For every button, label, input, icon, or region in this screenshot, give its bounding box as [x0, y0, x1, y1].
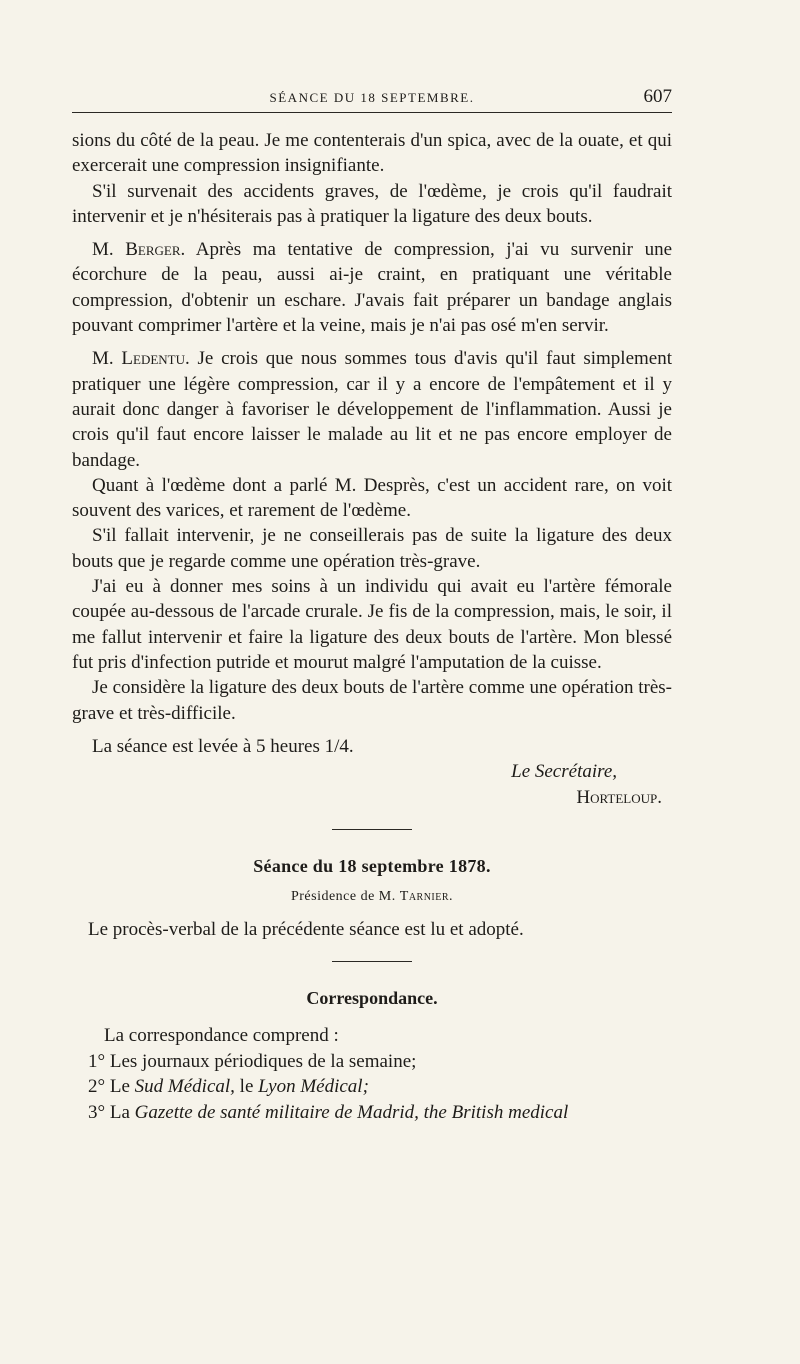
paragraph: S'il survenait des accidents graves, de l'œdème, je crois qu'il faudrait intervenir et je n'hésiterais pas à pratiquer la ligature des deux bouts. — [72, 180, 672, 227]
paragraph-text: Je crois que nous sommes tous d'avis qu'il faut simplement pratiquer une légère compression, car il y a encore de l'empâtement et il y aurait donc danger à favoriser le développement de l'inflammation. Aussi je crois qu'il faut encore laisser le malade au lit et ne pas encore employer de bandage. — [72, 348, 672, 471]
speaker-prefix: M. — [92, 239, 126, 261]
list-item — [72, 1049, 672, 1075]
journal-title: Sud Médical, — [134, 1076, 235, 1098]
presidency-prefix: Présidence de M. — [290, 889, 400, 905]
speaker-berger: Berger. — [125, 239, 186, 261]
list-item — [72, 1074, 672, 1100]
item-text: le — [234, 1076, 259, 1098]
correspondence-intro: La correspondance comprend : — [104, 1025, 339, 1047]
divider — [332, 961, 412, 962]
page-number: 607 — [643, 86, 672, 107]
paragraph: Quant à l'œdème dont a parlé M. Desprès, c'est un accident rare, on voit souvent des varices, et rarement de l'œdème. — [72, 474, 672, 522]
divider — [332, 829, 412, 830]
item-number: 2° — [88, 1076, 110, 1098]
session-title: Séance du 18 septembre 1878. — [253, 856, 491, 877]
journal-title: Lyon Médical; — [258, 1076, 369, 1098]
item-text: Le — [109, 1076, 135, 1098]
item-text: Les journaux périodiques de la semaine; — [109, 1050, 417, 1072]
speaker-ledentu: Ledentu. — [121, 348, 190, 370]
item-number: 3° — [88, 1101, 110, 1123]
speaker-prefix: M. — [92, 348, 122, 370]
paragraph-berger — [72, 237, 672, 338]
correspondence-title: Correspondance. — [306, 988, 438, 1009]
paragraph: S'il fallait intervenir, je ne conseillerais pas de suite la ligature des deux bouts que je regarde comme une opération très-grave. — [72, 525, 672, 572]
paragraph: sions du côté de la peau. Je me contenterais d'un spica, avec de la ouate, et qui exercerait une compression insignifiante. — [72, 130, 672, 177]
paragraph-ledentu — [72, 346, 672, 472]
journal-title: the British medical — [423, 1101, 569, 1123]
paragraph: Je considère la ligature des deux bouts de l'artère comme une opération très-grave et très-difficile. — [72, 677, 672, 724]
presidency — [72, 889, 672, 905]
signature-name: Horteloup. — [576, 787, 662, 809]
paragraph-text: Après ma tentative de compression, j'ai vu survenir une écorchure de la peau, aussi ai-je craint, en pratiquant une véritable compression, d'obtenir un eschare. J'avais fait préparer un bandage anglais pouvant comprimer l'artère et la veine, mais je n'ai pas osé m'en servir. — [72, 239, 672, 337]
paragraph: J'ai eu à donner mes soins à un individu qui avait eu l'artère fémorale coupée au-dessous de l'arcade crurale. Je fis de la compression, mais, le soir, il me fallut intervenir et faire la ligature des deux bouts de l'artère. Mon blessé fut pris d'infection putride et mourut malgré l'amputation de la cuisse. — [72, 576, 672, 673]
list-item — [72, 1100, 672, 1126]
running-head — [72, 84, 672, 113]
closing-line: La séance est levée à 5 heures 1/4. — [92, 735, 354, 757]
item-number: 1° — [88, 1050, 110, 1072]
journal-title: Gazette de santé militaire de Madrid, — [134, 1101, 419, 1123]
running-title: SÉANCE DU 18 SEPTEMBRE. — [269, 90, 475, 105]
president-name: Tarnier. — [399, 889, 454, 905]
item-text: La — [109, 1101, 135, 1123]
page — [72, 84, 672, 1125]
discussion-text — [72, 128, 672, 759]
correspondence-list — [72, 1023, 672, 1125]
minutes-statement: Le procès-verbal de la précédente séance est lu et adopté. — [88, 919, 524, 941]
signature-role: Le Secrétaire, — [511, 761, 617, 783]
